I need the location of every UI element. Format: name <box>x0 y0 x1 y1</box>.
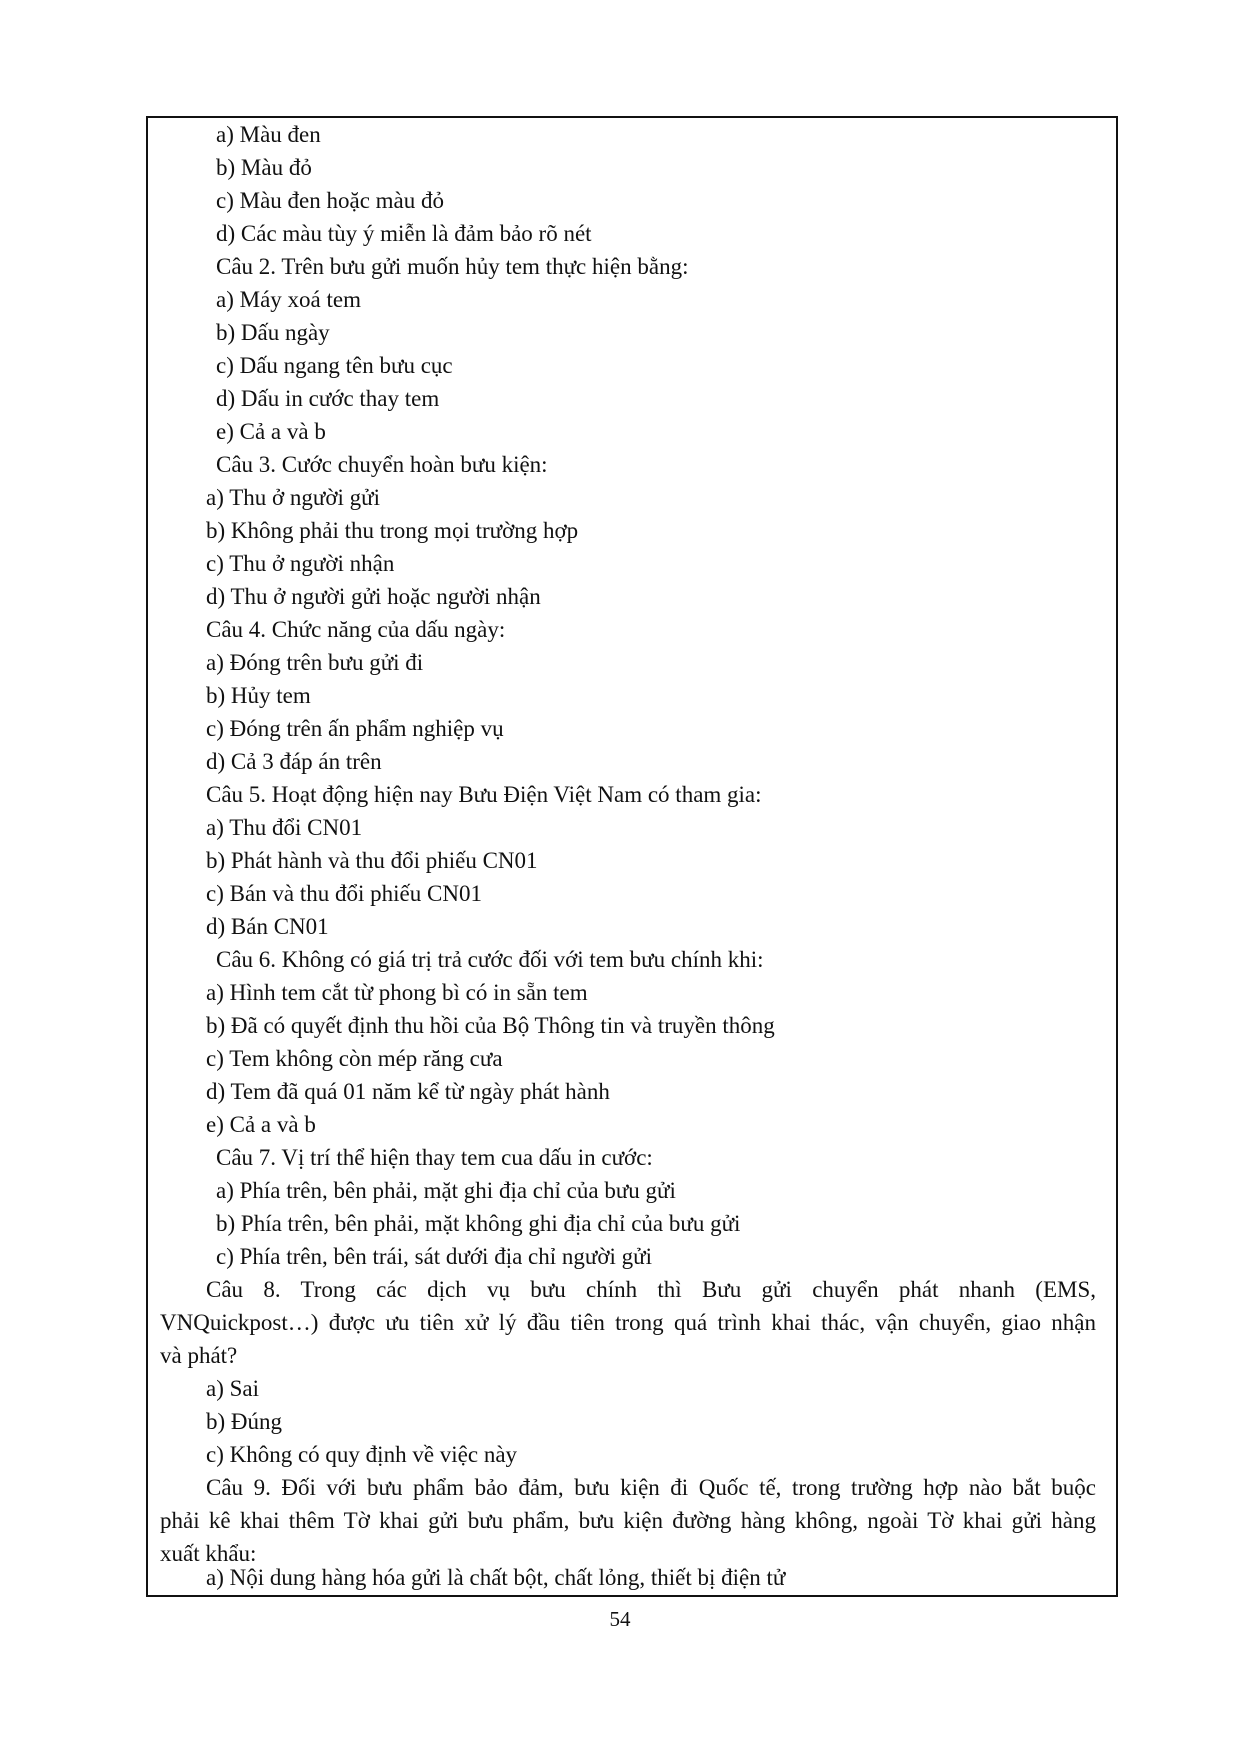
q3-option-c: c) Thu ở người nhận <box>206 551 395 576</box>
q6-option-b: b) Đã có quyết định thu hồi của Bộ Thông tin và truyền thông <box>206 1013 775 1038</box>
q6-option-e: e) Cả a và b <box>206 1112 316 1137</box>
q8-question-line-2: VNQuickpost…) được ưu tiên xử lý đầu tiên trong quá trình khai thác, vận chuyển, giao nhận <box>160 1310 1096 1335</box>
q5-option-c: c) Bán và thu đổi phiếu CN01 <box>206 881 482 906</box>
q6-option-c: c) Tem không còn mép răng cưa <box>206 1046 503 1071</box>
q7-option-c: c) Phía trên, bên trái, sát dưới địa chỉ người gửi <box>216 1244 653 1269</box>
question-box <box>146 116 1118 1597</box>
q4-option-b: b) Hủy tem <box>206 683 311 708</box>
q8-option-b: b) Đúng <box>206 1409 283 1434</box>
q4-option-c: c) Đóng trên ấn phẩm nghiệp vụ <box>206 716 504 741</box>
q2-option-e: e) Cả a và b <box>216 419 326 444</box>
q6-question: Câu 6. Không có giá trị trả cước đối với tem bưu chính khi: <box>216 947 764 972</box>
q6-option-a: a) Hình tem cắt từ phong bì có in sẵn tem <box>206 980 588 1005</box>
q2-option-d: d) Dấu in cước thay tem <box>216 386 440 411</box>
q4-option-d: d) Cả 3 đáp án trên <box>206 749 382 774</box>
q6-option-d: d) Tem đã quá 01 năm kể từ ngày phát hành <box>206 1079 610 1104</box>
q3-option-a: a) Thu ở người gửi <box>206 485 381 510</box>
q8-question-line-3: và phát? <box>160 1343 238 1368</box>
q9-question-line-1: Câu 9. Đối với bưu phẩm bảo đảm, bưu kiện đi Quốc tế, trong trường hợp nào bắt buộc <box>206 1475 1096 1500</box>
q2-option-b: b) Dấu ngày <box>216 320 330 345</box>
q7-option-a: a) Phía trên, bên phải, mặt ghi địa chỉ của bưu gửi <box>216 1178 676 1203</box>
q1-option-b: b) Màu đỏ <box>216 155 312 180</box>
q8-question-line-1: Câu 8. Trong các dịch vụ bưu chính thì Bưu gửi chuyển phát nhanh (EMS, <box>206 1277 1096 1302</box>
q7-option-b: b) Phía trên, bên phải, mặt không ghi địa chỉ của bưu gửi <box>216 1211 741 1236</box>
q3-option-d: d) Thu ở người gửi hoặc người nhận <box>206 584 541 609</box>
q8-option-c: c) Không có quy định về việc này <box>206 1442 518 1467</box>
q3-option-b: b) Không phải thu trong mọi trường hợp <box>206 518 579 543</box>
q1-option-c: c) Màu đen hoặc màu đỏ <box>216 188 445 213</box>
q5-option-b: b) Phát hành và thu đổi phiếu CN01 <box>206 848 538 873</box>
q5-question: Câu 5. Hoạt động hiện nay Bưu Điện Việt Nam có tham gia: <box>206 782 762 807</box>
q9-question-line-3: xuất khẩu: <box>160 1541 257 1566</box>
q5-option-a: a) Thu đổi CN01 <box>206 815 363 840</box>
q1-option-a: a) Màu đen <box>216 122 321 147</box>
q4-option-a: a) Đóng trên bưu gửi đi <box>206 650 424 675</box>
page-number: 54 <box>609 1607 631 1631</box>
q2-option-a: a) Máy xoá tem <box>216 287 361 312</box>
q9-option-a: a) Nội dung hàng hóa gửi là chất bột, chất lỏng, thiết bị điện tử <box>206 1565 786 1590</box>
q3-question: Câu 3. Cước chuyển hoàn bưu kiện: <box>216 452 548 477</box>
q1-option-d: d) Các màu tùy ý miễn là đảm bảo rõ nét <box>216 221 592 246</box>
q8-option-a: a) Sai <box>206 1376 260 1401</box>
q2-option-c: c) Dấu ngang tên bưu cục <box>216 353 453 378</box>
q9-question-line-2: phải kê khai thêm Tờ khai gửi bưu phẩm, bưu kiện đường hàng không, ngoài Tờ khai gửi hàng <box>160 1508 1096 1533</box>
q2-question: Câu 2. Trên bưu gửi muốn hủy tem thực hiện bằng: <box>216 254 689 279</box>
q4-question: Câu 4. Chức năng của dấu ngày: <box>206 617 506 642</box>
q5-option-d: d) Bán CN01 <box>206 914 329 939</box>
q7-question: Câu 7. Vị trí thể hiện thay tem cua dấu in cước: <box>216 1145 653 1170</box>
